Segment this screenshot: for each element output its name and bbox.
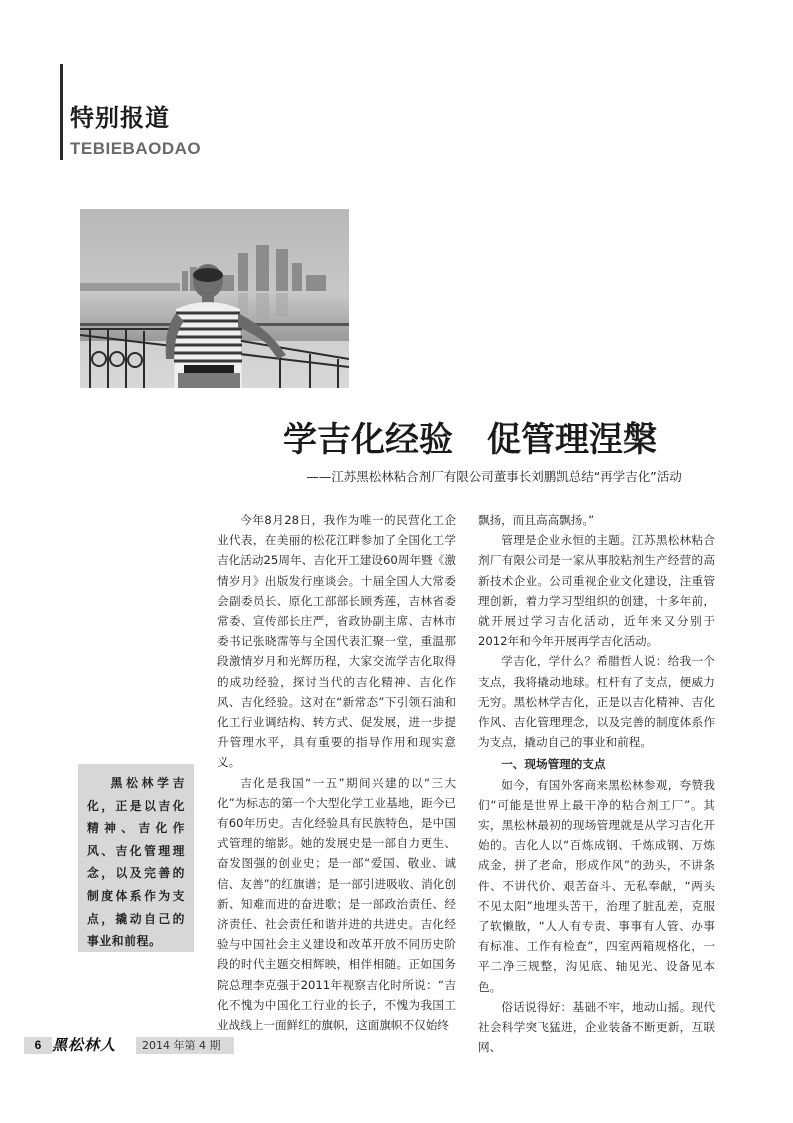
magazine-logo: 黑松林人 — [52, 1036, 117, 1054]
pull-quote-box: 黑松林学吉化，正是以吉化精神、吉化作风、吉化管理理念，以及完善的制度体系作为支点，撬动自己的事业和前程。 — [78, 764, 194, 952]
section-title: 特别报道 — [70, 104, 170, 132]
page-number: 6 — [24, 1037, 52, 1054]
paragraph: 俗话说得好：基础不牢，地动山摇。现代社会科学突飞猛进，企业装备不断更新，互联网、 — [478, 999, 715, 1055]
paragraph: 今年8月28日，我作为唯一的民营化工企业代表，在美丽的松花江畔参加了全国化工学吉化活动25周年、吉化开工建设60周年暨《激情岁月》出版发行座谈会。十届全国人大常委会副委员长、原化工部部长顾秀莲，吉林省委常委、宣传部长庄严，省政协副主席、吉林市委书记张晓霈等与全国代表汇聚一堂，重温那段激情岁月和光辉历程，大家交流学吉化取得的成功经验，探讨当代的吉化精神、吉化作风、吉化经验。这对在“新常态”下引领石油和化工行业调结构、转方式、促发展，进一步提升管理水平，具有重要的指导作用和现实意义。 — [217, 513, 456, 770]
article-headline: 学吉化经验 促管理涅槃 — [283, 420, 657, 460]
article-subheadline: ——江苏黑松林粘合剂厂有限公司董事长刘鹏凯总结“再学吉化”活动 — [306, 469, 682, 484]
section-heading: 一、现场管理的支点 — [501, 757, 606, 772]
paragraph: 管理是企业永恒的主题。江苏黑松林粘合剂厂有限公司是一家从事胶粘剂生产经营的高新技术企业。公司重视企业文化建设，注重管理创新，着力学习型组织的创建，十多年前，就开展过学习吉化活动，近年来又分别于2012年和今年开展再学吉化活动。 — [478, 533, 715, 649]
page-footer — [24, 1037, 234, 1054]
portrait-photo — [80, 209, 349, 388]
section-accent-bar — [60, 64, 63, 160]
article-column-right — [478, 510, 715, 1057]
paragraph: 吉化是我国“一五”期间兴建的以“三大化”为标志的第一个大型化学工业基地，距今已有60年历史。吉化经验具有民族特色，是中国式管理的缩影。她的发展史是一部自力更生、奋发图强的创业史；是一部“爱国、敬业、诚信、友善”的红旗谱；是一部引进吸收、消化创新、知难而进的奋进歌；是一部政治责任、经济责任、社会责任和谐并进的共进史。吉化经验与中国社会主义建设和改革开放不同历史阶段的时代主题交相辉映，相伴相随。正如国务院总理李克强于2011年视察吉化时所说：“吉化不愧为中国化工行业的长子，不愧为我国工业战线上一面鲜红的旗帜，这面旗帜不仅始终 — [217, 775, 456, 1033]
paragraph: 如今，有国外客商来黑松林参观，夸赞我们“可能是世界上最干净的粘合剂工厂”。其实，黑松林最初的现场管理就是从学习吉化开始的。吉化人以“百炼成钢、千炼成钢、万炼成金，拼了老命，形成作风”的劲头，不讲条件、不讲代价、艰苦奋斗、无私奉献，“两头不见太阳”地埋头苦干，治理了脏乱差，克服了软懒散，“人人有专责、事事有人管、办事有标准、工作有检查”，四室两箱规格化，一平二净三规整，沟见底、轴见光、设备见本色。 — [478, 777, 715, 994]
section-title-pinyin: TEBIEBAODAO — [70, 139, 202, 158]
paragraph: 学吉化，学什么？希腊哲人说：给我一个支点，我将撬动地球。杠杆有了支点，便威力无穷。黑松林学吉化，正是以吉化精神、吉化作风、吉化管理理念，以及完善的制度体系作为支点，撬动自己的事业和前程。 — [478, 654, 715, 750]
paragraph-continuation: 飘扬，而且高高飘扬。” — [478, 513, 595, 527]
article-column-left — [217, 510, 456, 1035]
issue-label: 2014 年第 4 期 — [136, 1037, 234, 1054]
